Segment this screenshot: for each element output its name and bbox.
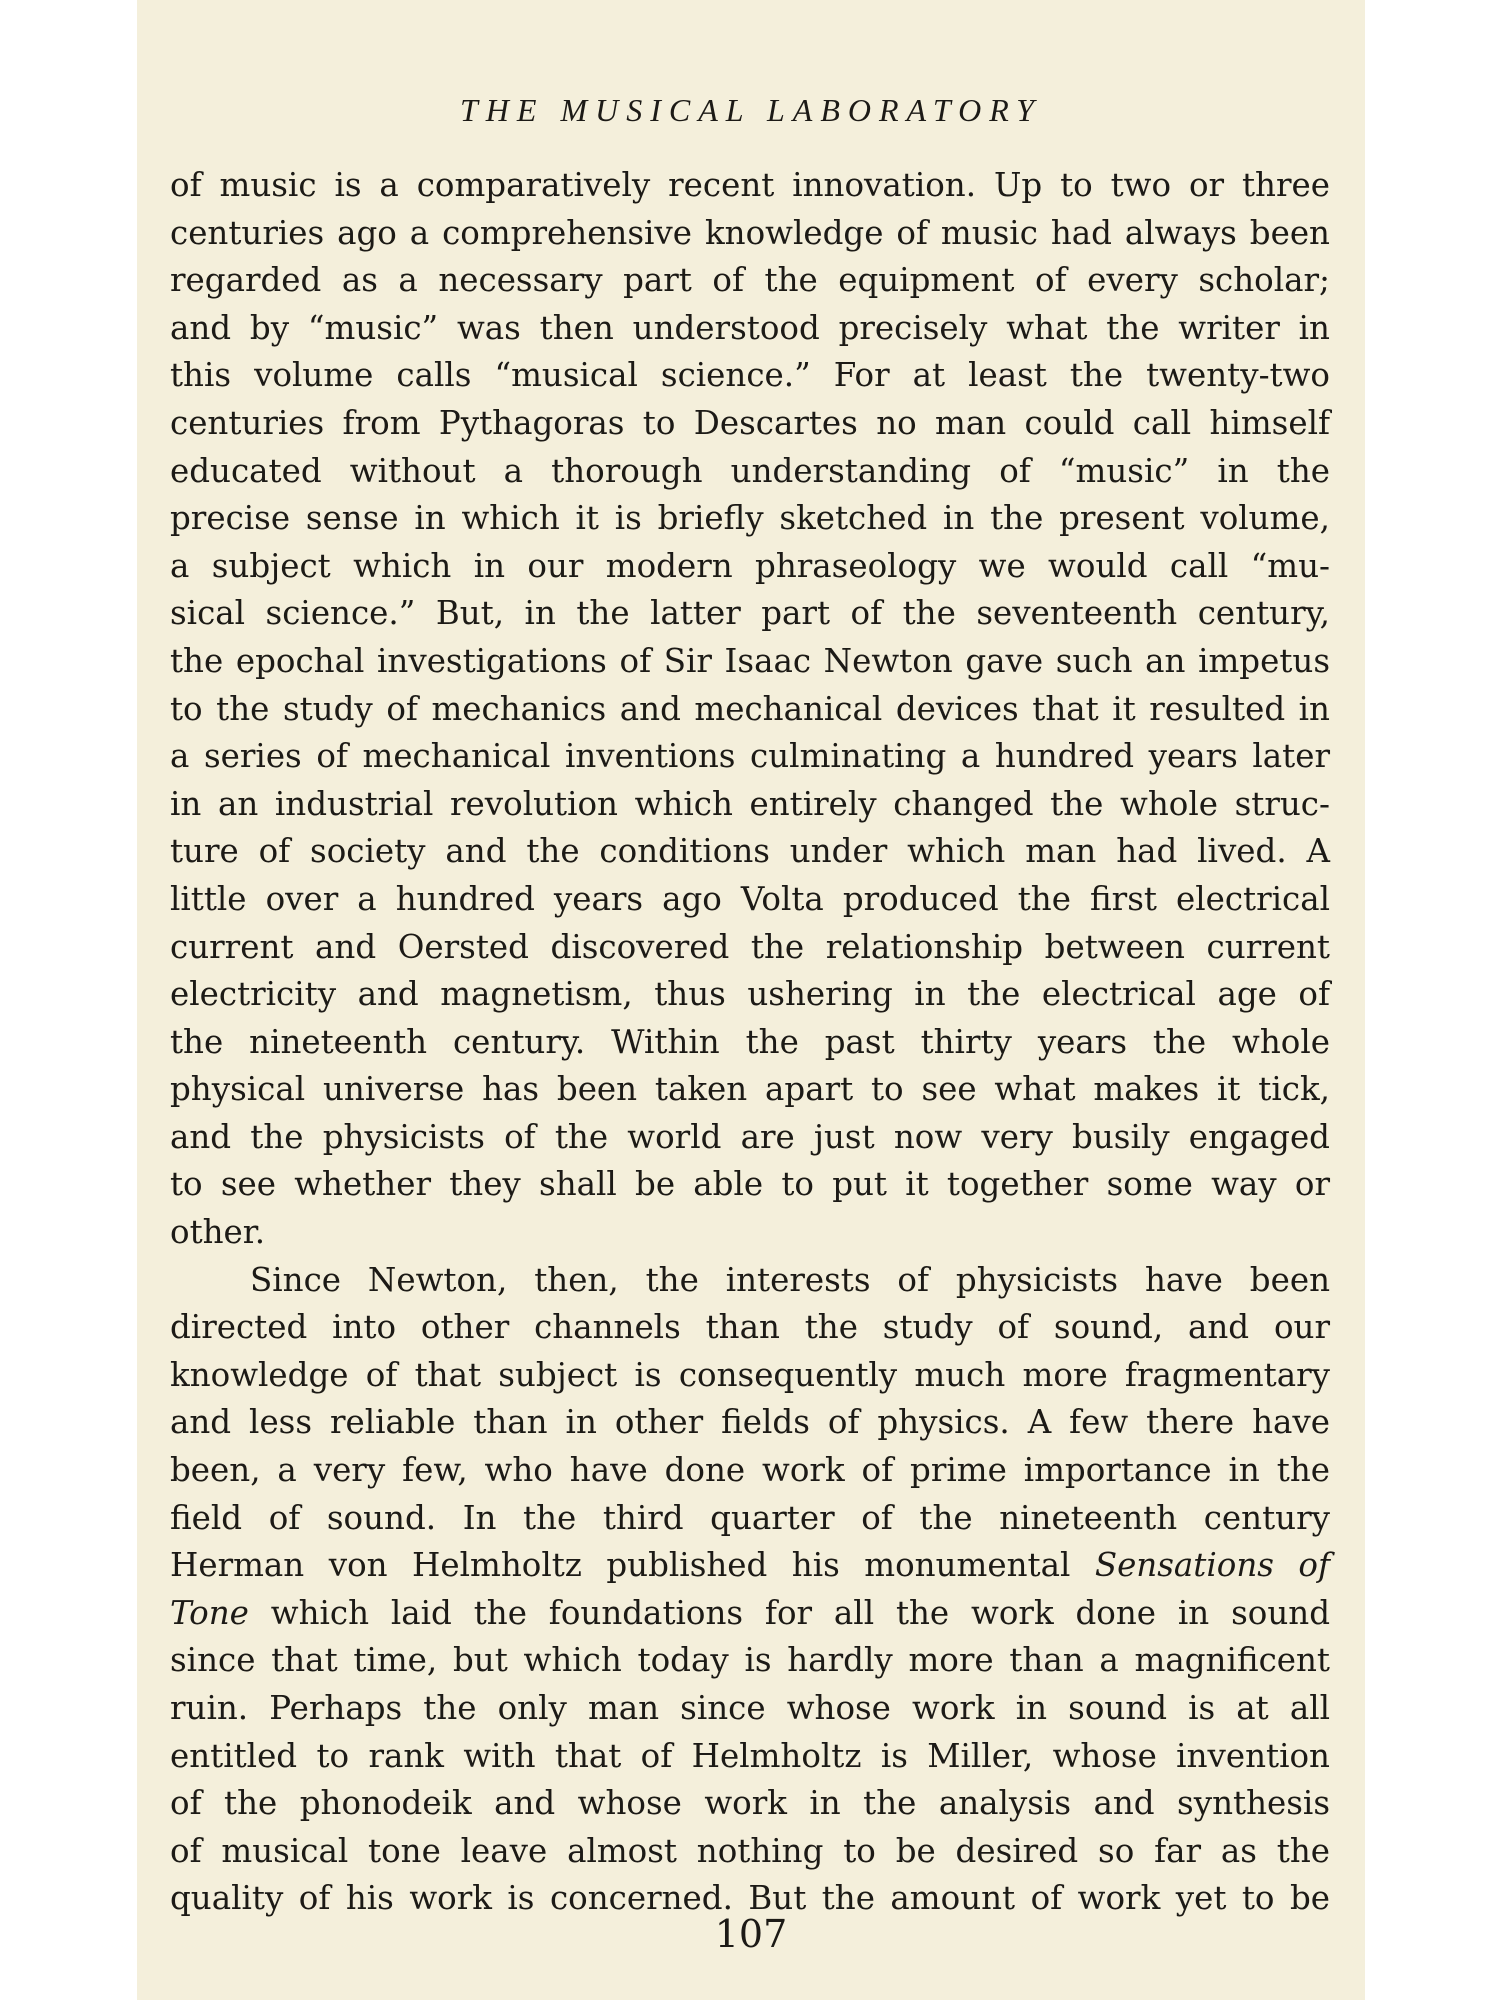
- text-line: a series of mechanical inventions culminating a hundred years later: [170, 737, 1330, 776]
- text-line: a subject which in our modern phraseology we would call “mu-: [170, 546, 1330, 585]
- text-line: the epochal investigations of Sir Isaac Newton gave such an impetus: [170, 641, 1330, 680]
- text-line: and by “music” was then understood precisely what the writer in: [170, 308, 1330, 347]
- text-line: electricity and magnetism, thus ushering in the electrical age of: [170, 975, 1330, 1014]
- text-line: been, a very few, who have done work of prime importance in the: [170, 1451, 1330, 1490]
- text-line: entitled to rank with that of Helmholtz is Miller, whose invention: [170, 1736, 1330, 1775]
- text-line: centuries ago a comprehensive knowledge of music had always been: [170, 213, 1330, 252]
- paragraph-first-line: Since Newton, then, the interests of physicists have been: [250, 1260, 1330, 1299]
- text-line: quality of his work is concerned. But the amount of work yet to be: [170, 1879, 1330, 1918]
- text-line: precise sense in which it is briefly sketched in the present volume,: [170, 499, 1330, 538]
- text-line: since that time, but which today is hardly more than a magnificent: [170, 1641, 1330, 1680]
- text-line: regarded as a necessary part of the equipment of every scholar;: [170, 261, 1330, 300]
- book-page: [137, 0, 1365, 2000]
- text-line: sical science.” But, in the latter part of the seventeenth century,: [170, 594, 1330, 633]
- text-line: to the study of mechanics and mechanical devices that it resulted in: [170, 689, 1330, 728]
- text-line: in an industrial revolution which entirely changed the whole struc-: [170, 784, 1330, 823]
- page-number: 107: [714, 1912, 788, 1956]
- body-text: [170, 162, 1330, 1923]
- text-line: to see whether they shall be able to put it together some way or: [170, 1165, 1330, 1204]
- text-line: knowledge of that subject is consequently much more fragmentary: [170, 1355, 1330, 1394]
- text-line: of music is a comparatively recent innovation. Up to two or three: [170, 166, 1330, 204]
- book-title-italic: Tone: [170, 1593, 249, 1632]
- text-line: ture of society and the conditions under which man had lived. A: [170, 832, 1330, 871]
- text-line: of the phonodeik and whose work in the analysis and synthesis: [170, 1784, 1330, 1823]
- text-line: and the physicists of the world are just now very busily engaged: [170, 1117, 1330, 1156]
- text-line: the nineteenth century. Within the past thirty years the whole: [170, 1022, 1330, 1061]
- text-line: Tone which laid the foundations for all the work done in sound: [170, 1593, 1330, 1632]
- text-line: centuries from Pythagoras to Descartes no man could call himself: [170, 403, 1330, 442]
- text-line: Herman von Helmholtz published his monumental Sensations of: [170, 1546, 1330, 1585]
- text-line: of musical tone leave almost nothing to be desired so far as the: [170, 1831, 1330, 1870]
- text-line: field of sound. In the third quarter of the nineteenth century: [170, 1498, 1330, 1537]
- text-line: current and Oersted discovered the relationship between current: [170, 927, 1330, 966]
- text-line: this volume calls “musical science.” For at least the twenty-two: [170, 356, 1330, 395]
- text-line: ruin. Perhaps the only man since whose work in sound is at all: [170, 1689, 1330, 1727]
- running-head: THE MUSICAL LABORATORY: [460, 92, 1042, 128]
- text-line: and less reliable than in other fields of physics. A few there have: [170, 1403, 1330, 1442]
- text-line: directed into other channels than the study of sound, and our: [170, 1308, 1330, 1347]
- book-title-italic: Sensations of: [1094, 1546, 1330, 1585]
- text-line: physical universe has been taken apart to see what makes it tick,: [170, 1070, 1330, 1109]
- text-line: little over a hundred years ago Volta produced the first electrical: [170, 879, 1330, 918]
- paragraph-last-line: other.: [170, 1213, 266, 1252]
- text-line: educated without a thorough understanding of “music” in the: [170, 451, 1330, 490]
